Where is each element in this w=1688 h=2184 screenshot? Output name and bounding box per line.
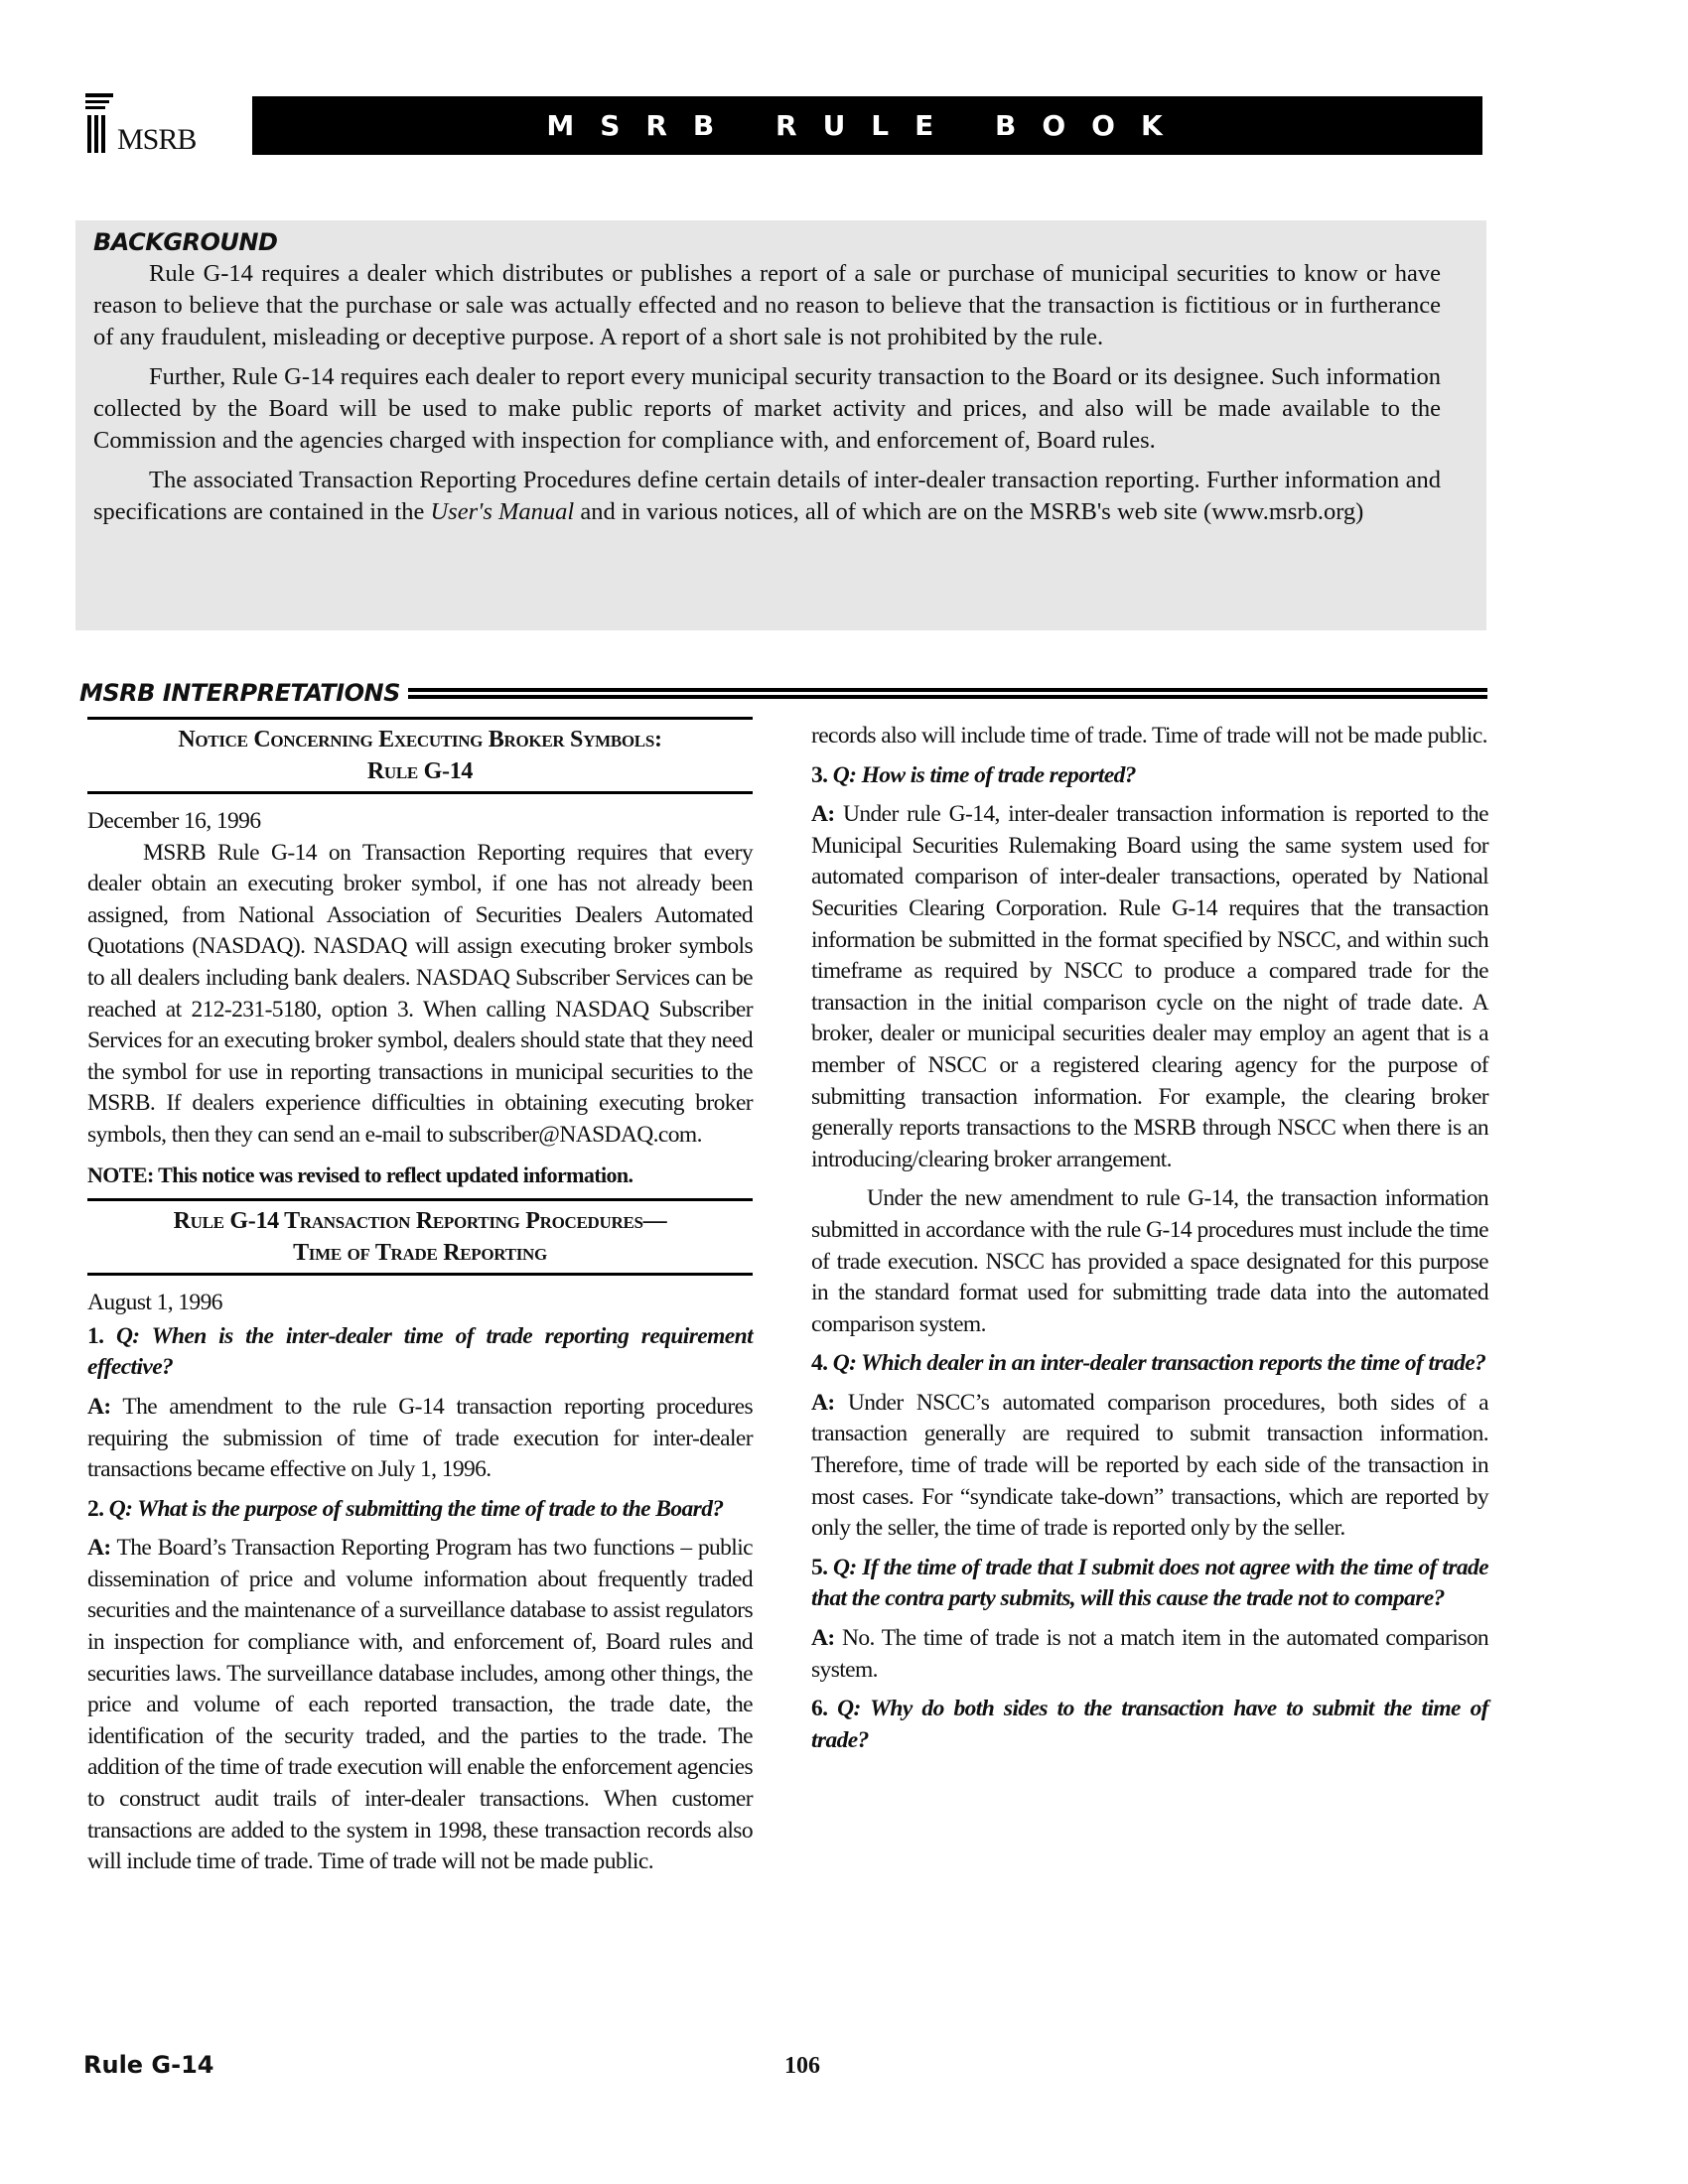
q-text: Q: Why do both sides to the transaction have to submit the time of trade?: [811, 1696, 1489, 1753]
a-label: A:: [811, 1389, 835, 1416]
heading-line: Time of Trade Reporting: [293, 1240, 547, 1267]
interpretations-title: MSRB INTERPRETATIONS: [79, 679, 400, 707]
q-num: 2.: [87, 1495, 109, 1522]
notice-date: August 1, 1996: [87, 1290, 222, 1316]
q-num: 4.: [811, 1350, 833, 1377]
q-text: Q: If the time of trade that I submit does not agree with the time of trade that the contra party submits, will this cause the trade not to compare?: [811, 1554, 1489, 1612]
a-text: Under rule G-14, inter-dealer transaction information is reported to the Municipal Securities Rulemaking Board using the same system used for automated comparison of inter-dealer transactions, operated by National Securities Clearing Corporation. Rule G-14 requires that the transaction information be submitted in the format specified by NSCC, and within such timeframe as required by NSCC to produce a compared trade for the transaction in the initial comparison cycle on the night of trade date. A broker, dealer or municipal securities dealer may employ an agent that is a member of NSCC or a registered clearing agency for the purpose of submitting transaction information. For example, the clearing broker generally reports transactions to the MSRB through NSCC when there is an introducing/clearing broker arrangement.: [811, 801, 1488, 1172]
a-text: The Board’s Transaction Reporting Program has two functions – public dissemination of price and volume information about frequently traded securities and the maintenance of a surveillance database to assist regulators in inspection for compliance with, and enforcement of, Board rules and securities laws. The surveillance database includes, among other things, the price and volume of each reported transaction, the trade date, the identification of the security traded, and the parties to the trade. The addition of the time of trade execution will enable the enforcement agencies to construct audit trails of inter-dealer transactions. When customer transactions are added to the system in 1998, these transaction records also will include time of trade. Time of trade will not be made public.: [87, 1535, 753, 1875]
heading-line: Rule G-14 Transaction Reporting Procedures—: [173, 1208, 667, 1235]
a-text: Under NSCC’s automated comparison procedures, both sides of a transaction generally are required to submit transaction information. Therefore, time of trade will be reported by each side of the transaction in most cases. For “syndicate take-down” transactions, which are reported by only the seller, the time of trade is reported only by the seller.: [811, 1389, 1488, 1542]
q-text: Q: When is the inter-dealer time of trade reporting requirement effective?: [87, 1322, 753, 1381]
answer-continuation: records also will include time of trade. Time of trade will not be made public.: [811, 723, 1487, 749]
question: [811, 1348, 1488, 1380]
page-number: 106: [784, 2053, 820, 2079]
double-rule: [408, 688, 1487, 699]
question: [87, 1321, 753, 1384]
question: [811, 1553, 1488, 1615]
heading-line: Rule G-14: [366, 758, 474, 784]
q-num: 5.: [811, 1554, 834, 1580]
a-label: A:: [811, 801, 835, 828]
a-text: No. The time of trade is not a match item in the automated comparison system.: [811, 1625, 1488, 1683]
question: [811, 1694, 1488, 1756]
column-logo-icon: [83, 91, 117, 159]
answer: Under the new amendment to rule G-14, the transaction information submitted in accordance with the rule G-14 procedures must include the time of trade execution. NSCC has provided a space designated for this purpose in the standard format used for submitting trade data into the automated comparison system.: [811, 1185, 1488, 1337]
msrb-logo: [83, 91, 242, 159]
a-text: The amendment to the rule G-14 transaction reporting procedures requiring the submission of time of trade execution for inter-dealer transactions became effective on July 1, 1996.: [87, 1393, 753, 1483]
background-title: BACKGROUND: [93, 228, 278, 256]
users-manual-title: User's Manual: [430, 498, 575, 525]
heading-line: Notice Concerning Executing Broker Symbols:: [178, 727, 662, 752]
background-paragraph: [93, 465, 1441, 528]
background-section: [75, 220, 1486, 630]
a-label: A:: [811, 1625, 835, 1652]
answer: [87, 1392, 753, 1486]
question: [87, 1494, 753, 1526]
question: [811, 760, 1488, 792]
interpretations-header: [79, 679, 1487, 707]
q-num: 3.: [811, 761, 833, 788]
q-text: Q: What is the purpose of submitting the time of trade to the Board?: [108, 1495, 724, 1522]
rule-book-banner: MSRB RULE BOOK: [252, 96, 1482, 155]
background-paragraph: Further, Rule G-14 requires each dealer to report every municipal security transaction to the Board or its designee. Such information collected by the Board will be used to make public reports of market activity and prices, and also will be made available to the Commission and the agencies charged with inspection for compliance with, and enforcement of, Board rules.: [93, 363, 1441, 454]
a-label: A:: [87, 1535, 111, 1562]
q-num: 1.: [87, 1322, 116, 1349]
answer: [87, 1533, 753, 1875]
notice-heading: [87, 717, 753, 794]
answer: [811, 1388, 1488, 1545]
logo-text: MSRB: [117, 123, 197, 156]
text: The associated Transaction Reporting Procedures define certain details of inter-dealer transaction reporting. Further information and specifications are contained in the: [93, 467, 1441, 525]
q-text: Q: How is time of trade reported?: [832, 761, 1136, 788]
footer-rule: Rule G-14: [83, 2051, 214, 2079]
background-paragraph: Rule G-14 requires a dealer which distributes or publishes a report of a sale or purchase of municipal securities to know or have reason to believe that the purchase or sale was actually effected and no reason to believe that the transaction is fictitious or in furtherance of any fraudulent, misleading or deceptive purpose. A report of a short sale is not prohibited by the rule.: [93, 260, 1441, 350]
notice-body: MSRB Rule G-14 on Transaction Reporting requires that every dealer obtain an executing broker symbol, if one has not already been assigned, from National Association of Securities Dealers Automated Quotations (NASDAQ). NASDAQ will assign executing broker symbols to all dealers including bank dealers. NASDAQ Subscriber Services can be reached at 212-231-5180, option 3. When calling NASDAQ Subscriber Services for an executing broker symbol, dealers should state that they need the symbol for use in reporting transactions in municipal securities to the MSRB. If dealers experience difficulties in obtaining executing broker symbols, then they can send an e-mail to subscriber@NASDAQ.com.: [87, 839, 753, 1148]
right-column: [811, 721, 1488, 1764]
answer: [811, 1623, 1488, 1686]
notice-heading: [87, 1198, 753, 1276]
left-column: [87, 717, 753, 1875]
notice-date: December 16, 1996: [87, 808, 261, 834]
notice-note: NOTE: This notice was revised to reflect updated information.: [87, 1161, 633, 1187]
q-num: 6.: [811, 1696, 838, 1722]
a-label: A:: [87, 1393, 111, 1420]
q-text: Q: Which dealer in an inter-dealer transaction reports the time of trade?: [832, 1350, 1486, 1377]
answer: [811, 799, 1488, 1175]
text: and in various notices, all of which are on the MSRB's web site (www.msrb.org): [574, 498, 1364, 525]
